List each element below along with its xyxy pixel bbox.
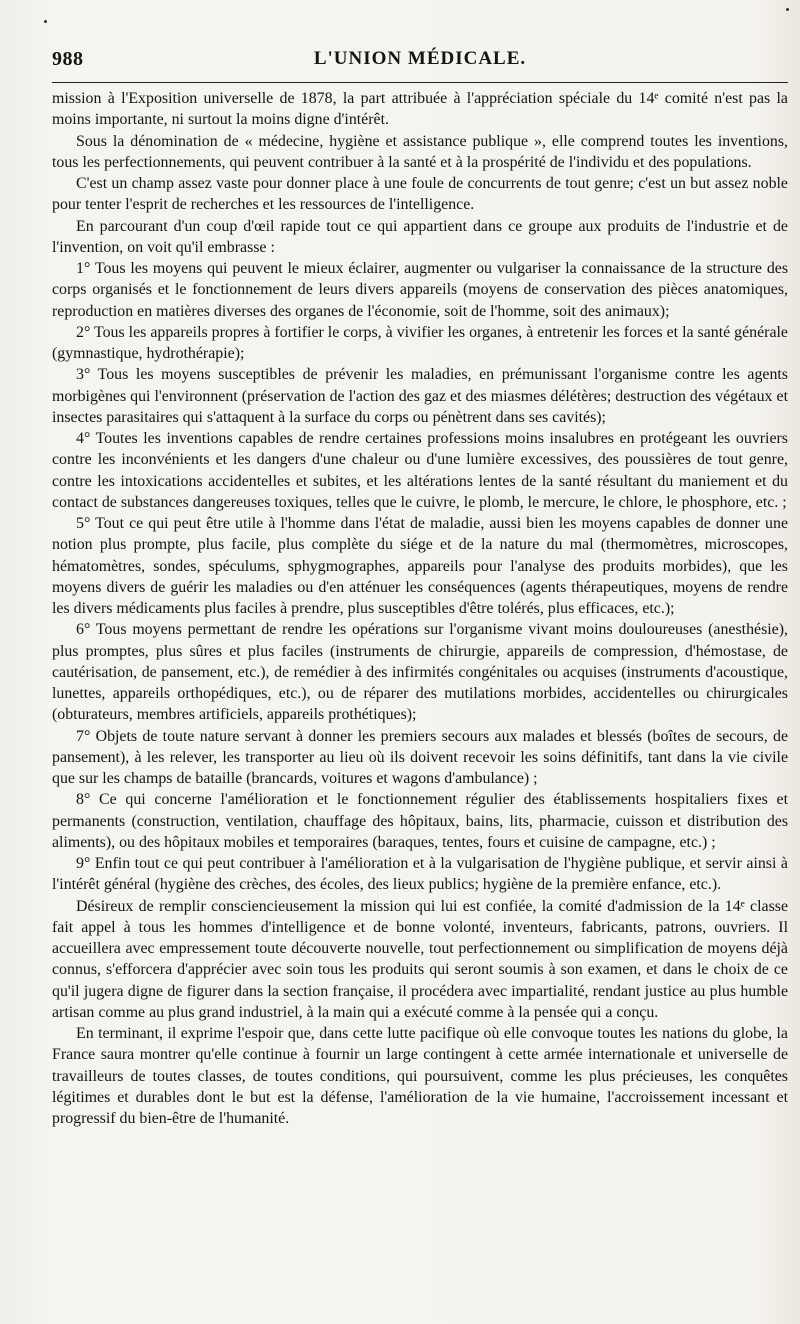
list-item-3: 3° Tous les moyens susceptibles de prévenir les maladies, en prémunissant l'organisme contre les agents morbigènes qui l'environnent (préservation de l'action des gaz et des miasmes délétères; destruction des végétaux et insectes parasitaires qui s'attaquent à la surface du corps ou pénètrent dans ses cavités); bbox=[52, 366, 788, 426]
article-body bbox=[52, 88, 788, 1129]
list-item-1: 1° Tous les moyens qui peuvent le mieux éclairer, augmenter ou vulgariser la connaissance de la structure des corps organisés et le fonctionnement de leurs divers appareils (moyens de conservation des pièces anatomiques, reproduction en matières diverses des organes de l'économie, soit de l'homme, soit des animaux); bbox=[52, 260, 788, 320]
list-item-5: 5° Tout ce qui peut être utile à l'homme dans l'état de maladie, aussi bien les moyens capables de donner une notion plus prompte, plus facile, plus complète du siége et de la nature du mal (thermomètres, microscopes, hématomètres, sondes, spéculums, sphygmographes, appareils pour l'analyse des produits morbides), que les moyens divers de guérir les maladies ou d'en atténuer les conséquences (agents thérapeutiques, moyens de rendre les divers médicaments plus faciles à prendre, plus susceptibles d'être tolérés, plus efficaces, etc.); bbox=[52, 515, 788, 617]
list-item-6: 6° Tous moyens permettant de rendre les opérations sur l'organisme vivant moins douloureuses (anesthésie), plus promptes, plus sûres et plus faciles (instruments de chirurgie, appareils de compression, d'hémostase, de cautérisation, de pansement, etc.), de remédier à des infirmités congénitales ou acquises (instruments d'acoustique, lunettes, appareils orthopédiques, etc.), ou de réparer des mutilations morbides, accidentelles ou chirurgicales (obturateurs, membres artificiels, appareils prothétiques); bbox=[52, 621, 788, 724]
ink-speck bbox=[786, 8, 789, 11]
list-item-8: 8° Ce qui concerne l'amélioration et le fonctionnement régulier des établissements hospitaliers fixes et permanents (construction, ventilation, chauffage des hôpitaux, bains, lits, pharmacie, cuisson et distribution des aliments), ou des hôpitaux mobiles et temporaires (baraques, tentes, fours et cuisine de campagne, etc.) ; bbox=[52, 791, 788, 851]
paragraph: C'est un champ assez vaste pour donner place à une foule de concurrents de tout genre; c'est un but assez noble pour tenter l'esprit de recherches et les ressources de l'intelligence. bbox=[52, 175, 788, 214]
page-header bbox=[52, 48, 788, 74]
paragraph: Désireux de remplir consciencieusement la mission qui lui est confiée, la comité d'admission de la 14ᵉ classe fait appel à tous les hommes d'intelligence et de bonne volonté, inventeurs, fabricants, patrons, ouvriers. Il accueillera avec empressement toute découverte nouvelle, tout perfectionnement ou simplification de moyens déjà connus, s'efforcera d'apprécier avec soin tous les produits qui seront soumis à son examen, et dans le choix de ce qu'il jugera digne de figurer dans la section française, il procédera avec impartialité, rendant justice au plus humble artisan comme au plus grand industriel, à la main qui a exécuté comme à la pensée qui a conçu. bbox=[52, 897, 788, 1021]
paragraph-continued: mission à l'Exposition universelle de 1878, la part attribuée à l'appréciation spéciale du 14ᵉ comité n'est pas la moins importante, ni surtout la moins digne d'intérêt. bbox=[52, 90, 788, 129]
paragraph: En parcourant d'un coup d'œil rapide tout ce qui appartient dans ce groupe aux produits de l'industrie et de l'invention, on voit qu'il embrasse : bbox=[52, 217, 788, 256]
running-title: L'UNION MÉDICALE. bbox=[313, 48, 527, 69]
list-item-7: 7° Objets de toute nature servant à donner les premiers secours aux malades et blessés (boîtes de secours, de pansement), à les relever, les transporter au lieu où ils doivent recevoir les soins définitifs, tant dans la vie civile que sur les champs de bataille (brancards, voitures et wagons d'ambulance) ; bbox=[52, 727, 788, 787]
list-item-9: 9° Enfin tout ce qui peut contribuer à l'amélioration et à la vulgarisation de l'hygiène publique, et servir ainsi à l'intérêt général (hygiène des crèches, des écoles, des lieux publics; hygiène de la première enfance, etc.). bbox=[52, 855, 788, 894]
paragraph-closing: En terminant, il exprime l'espoir que, dans cette lutte pacifique où elle convoque toutes les nations du globe, la France saura montrer qu'elle continue à fournir un large contingent à cette armée internationale et universelle de travailleurs de toutes classes, de toutes conditions, qui poursuivent, comme les plus précieuses, les conquêtes légitimes et durables dont le but est la défense, l'amélioration de la vie humaine, l'accroissement incessant et progressif du bien-être de l'humanité. bbox=[52, 1025, 788, 1127]
ink-speck bbox=[44, 20, 47, 23]
page-number: 988 bbox=[52, 48, 84, 70]
list-item-4: 4° Toutes les inventions capables de rendre certaines professions moins insalubres en protégeant les ouvriers contre les inconvénients et les dangers d'une chaleur ou d'une lumière excessives, des poussières de tout genre, contre les intoxications accidentelles et subites, et les altérations lentes de la santé résultant du maniement et du contact de substances dangereuses toxiques, telles que le cuivre, le plomb, le mercure, le chlore, le phosphore, etc. ; bbox=[52, 430, 788, 511]
paragraph: Sous la dénomination de « médecine, hygiène et assistance publique », elle comprend toutes les inventions, tous les perfectionnements, qui peuvent contribuer à la santé et à la prospérité de l'individu et des populations. bbox=[52, 132, 788, 171]
list-item-2: 2° Tous les appareils propres à fortifier le corps, à vivifier les organes, à entretenir les forces et la santé générale (gymnastique, hydrothérapie); bbox=[52, 323, 788, 362]
header-rule bbox=[52, 82, 788, 83]
